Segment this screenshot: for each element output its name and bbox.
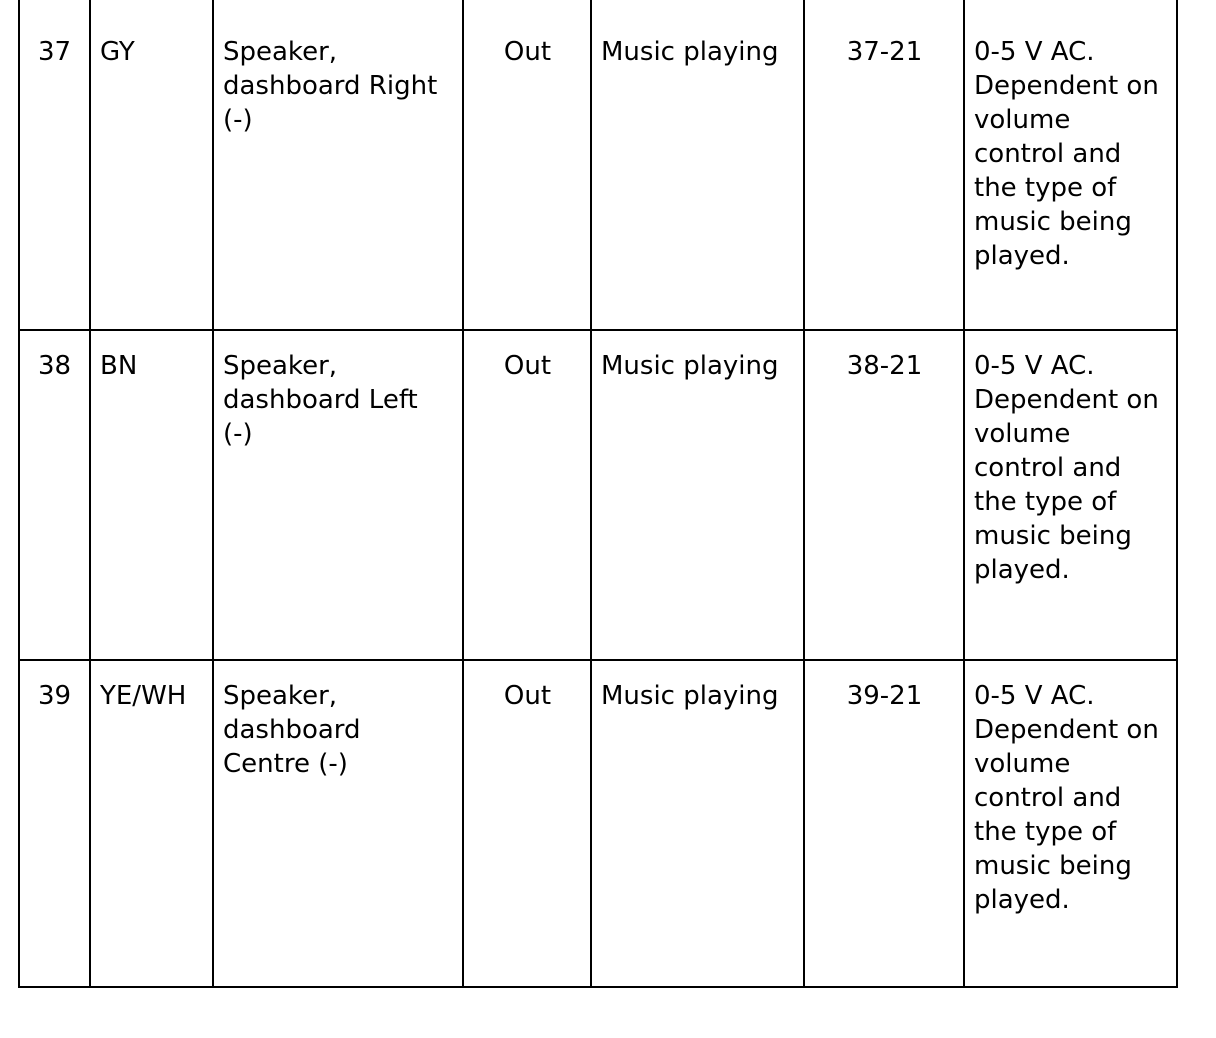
expected-value-cell: 0-5 V AC. Dependent on volume control and the type of music being played. [964,0,1177,330]
condition-cell: Music playing [591,330,804,660]
measure-points-cell: 39-21 [804,660,964,987]
pin-number-cell: 37 [19,0,90,330]
wire-colour-cell: GY [90,0,213,330]
description-cell: Speaker, dashboard Left (-) [213,330,463,660]
condition-cell: Music playing [591,660,804,987]
pin-number-cell: 38 [19,330,90,660]
direction-cell: Out [463,660,591,987]
condition-cell: Music playing [591,0,804,330]
expected-value-cell: 0-5 V AC. Dependent on volume control and the type of music being played. [964,330,1177,660]
pin-table-container [18,0,1178,988]
table-row [19,660,1177,987]
pin-number-cell: 39 [19,660,90,987]
measure-points-cell: 37-21 [804,0,964,330]
direction-cell: Out [463,330,591,660]
wire-colour-cell: YE/WH [90,660,213,987]
table-row [19,330,1177,660]
wire-colour-cell: BN [90,330,213,660]
description-cell: Speaker, dashboard Centre (-) [213,660,463,987]
pin-table [18,0,1178,988]
expected-value-cell: 0-5 V AC. Dependent on volume control and the type of music being played. [964,660,1177,987]
measure-points-cell: 38-21 [804,330,964,660]
table-row [19,0,1177,330]
direction-cell: Out [463,0,591,330]
description-cell: Speaker, dashboard Right (-) [213,0,463,330]
